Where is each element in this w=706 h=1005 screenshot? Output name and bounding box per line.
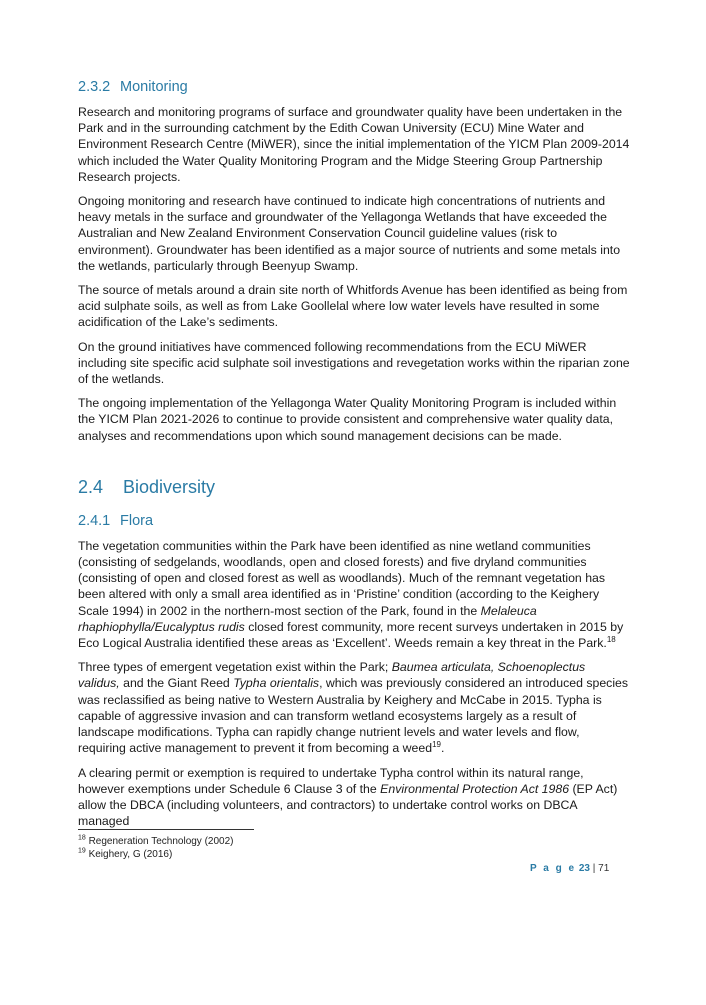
page-separator: | bbox=[592, 863, 596, 874]
heading-number: 2.4.1 bbox=[78, 512, 111, 529]
text-run: , which was previously considered an introduced species was reclassified as being native to Western Australia by Keighery and McCabe in 2015. Typha is capable of aggressive invasion and can transform wetland ecosystems largely as a result of landscape modifications. Typha can rapidly change nutrient levels and water levels and flow, requiring active management to prevent it from becoming a weed bbox=[78, 676, 629, 756]
footnote-text: Keighery, G (2016) bbox=[88, 849, 173, 860]
footnote-text: Regeneration Technology (2002) bbox=[88, 836, 234, 847]
heading-title: Biodiversity bbox=[123, 476, 216, 497]
text-run: A clearing permit or exemption is required to undertake Typha control within its natural range, however exemptions under Schedule 6 Clause 3 of the bbox=[78, 765, 584, 796]
text-run: The vegetation communities within the Park have been identified as nine wetland communities (consisting of sedgelands, woodlands, open and closed forests) and five dryland communities (consisting of open and closed forest as well as woodlands). Much of the remnant vegetation has been altered with only a small area identified as in ‘Pristine’ condition (according to the Keighery Scale 1994) in 2002 in the northern-most section of the Park, found in the bbox=[78, 538, 606, 618]
footnotes bbox=[78, 835, 478, 861]
heading-title: Monitoring bbox=[120, 79, 188, 95]
paragraph-monitoring-5: The ongoing implementation of the Yellagonga Water Quality Monitoring Program is included within the YICM Plan 2021-2026 to continue to provide consistent and comprehensive water quality data, analyses and recommendations upon which sound management decisions can be made. bbox=[78, 396, 617, 443]
text-run: and the Giant Reed bbox=[119, 676, 234, 691]
paragraph-flora-1 bbox=[78, 538, 630, 651]
paragraph-flora-2 bbox=[78, 659, 630, 756]
paragraph-monitoring-4: On the ground initiatives have commenced following recommendations from the ECU MiWER including site specific acid sulphate soil investigations and revegetation works within the riparian zone of the wetlands. bbox=[78, 339, 630, 387]
page-number bbox=[530, 863, 609, 874]
text-run: closed forest community, more recent surveys undertaken in 2015 by Eco Logical Australia identified these areas as ‘Excellent’. Weeds remain a key threat in the Park. bbox=[78, 619, 624, 651]
species-name: Baumea articulata, Schoenoplectus validus, bbox=[78, 660, 586, 691]
heading-2-4 bbox=[78, 476, 630, 498]
current-page: 23 bbox=[578, 863, 590, 874]
footnote-19 bbox=[78, 848, 478, 861]
heading-2-4-1 bbox=[78, 512, 630, 530]
page-content bbox=[78, 78, 630, 829]
act-title: Environmental Protection Act 1986 bbox=[380, 781, 570, 796]
paragraph-monitoring-3: The source of metals around a drain site north of Whitfords Avenue has been identified as being from acid sulphate soils, as well as from Lake Goollelal where low water levels have resulted in some acidification of the Lake’s sediments. bbox=[78, 283, 628, 330]
footnote-ref[interactable]: 19 bbox=[432, 740, 441, 750]
text-run: . bbox=[440, 741, 445, 756]
paragraph-flora-3 bbox=[78, 765, 630, 830]
footnote-number: 19 bbox=[78, 847, 86, 855]
total-pages: 71 bbox=[598, 863, 610, 874]
page-label: P a g e bbox=[530, 863, 577, 874]
heading-title: Flora bbox=[120, 512, 154, 529]
paragraph-monitoring-1: Research and monitoring programs of surface and groundwater quality have been undertaken in the Park and in the surrounding catchment by the Edith Cowan University (ECU) Mine Water and Environment Research Centre (MiWER), since the initial implementation of the YICM Plan 2009-2014 which included the Water Quality Monitoring Program and the Midge Steering Group Partnership Research projects. bbox=[78, 105, 630, 184]
footnote-number: 18 bbox=[78, 834, 86, 842]
footnote-18 bbox=[78, 835, 478, 848]
paragraph-monitoring-2: Ongoing monitoring and research have continued to indicate high concentrations of nutrients and heavy metals in the surface and groundwater of the Yellagonga Wetlands that have exceeded the Australian and New Zealand Environment Conservation Council guideline values (risk to environment). Groundwater has been identified as a major source of nutrients and some metals into the wetlands, particularly through Beenyup Swamp. bbox=[78, 194, 621, 273]
text-run: Three types of emergent vegetation exist within the Park; bbox=[78, 660, 392, 675]
species-name: Melaleuca rhaphiophylla/Eucalyptus rudis bbox=[78, 603, 537, 634]
text-run: (EP Act) allow the DBCA (including volunteers, and contractors) to undertake control works on DBCA managed bbox=[78, 781, 618, 829]
heading-number: 2.3.2 bbox=[78, 79, 111, 95]
heading-number: 2.4 bbox=[78, 476, 104, 497]
footnote-ref[interactable]: 18 bbox=[606, 634, 616, 644]
heading-2-3-2 bbox=[78, 78, 630, 96]
species-name: Typha orientalis bbox=[233, 676, 320, 691]
footnote-divider bbox=[78, 829, 254, 830]
